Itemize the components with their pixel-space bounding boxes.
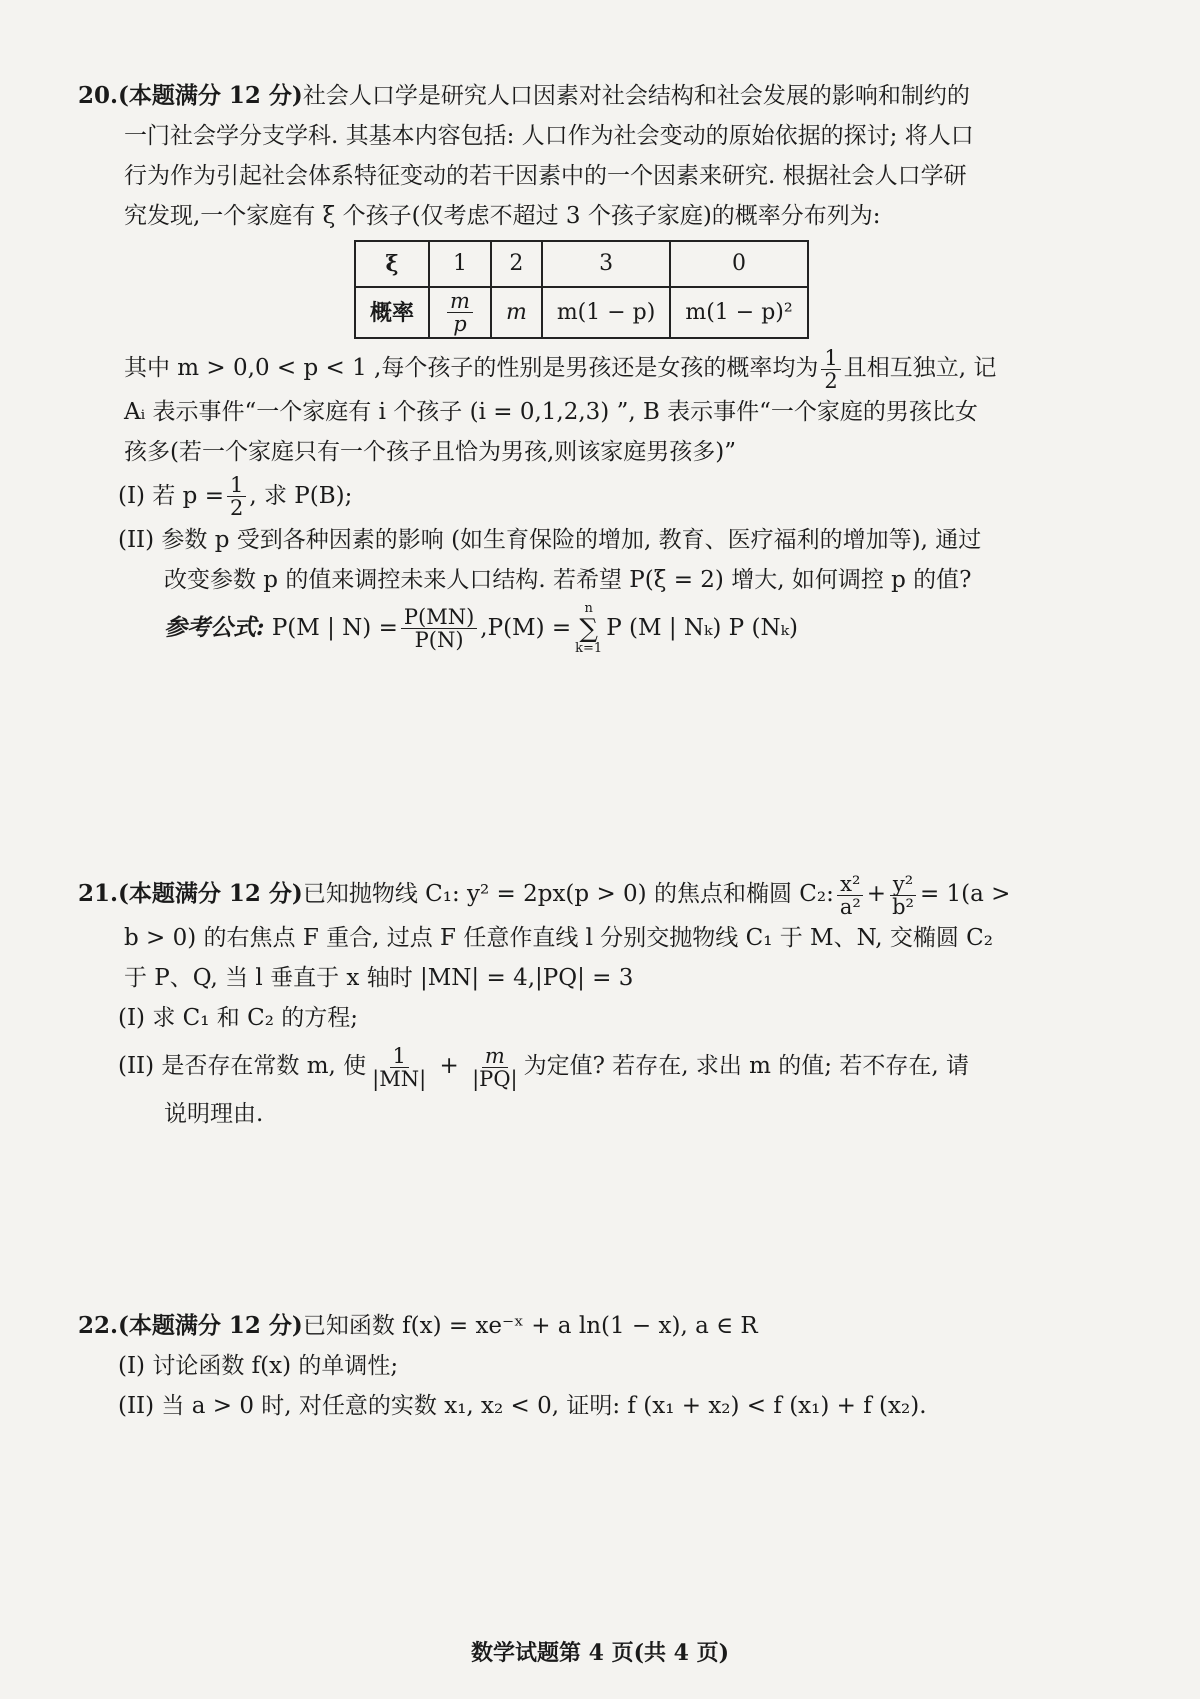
table-row <box>355 287 808 338</box>
xi-value: 1 <box>429 241 491 287</box>
problem-21-part-2-cont: 说明理由. <box>164 1101 264 1127</box>
problem-20-part-1: (I) 若 p = $\frac{1}{2}$ , 求 P(B); <box>118 473 353 520</box>
problem-22-number: 22. <box>78 1312 119 1339</box>
problem-21-line-3: 于 P、Q, 当 l 垂直于 x 轴时 |MN| = 4,|PQ| = 3 <box>124 965 634 991</box>
problem-20 <box>78 76 1078 656</box>
problem-20-line-3: 行为作为引起社会体系特征变动的若干因素中的一个因素来研究. 根据社会人口学研 <box>124 163 967 189</box>
summation-symbol: n ∑ k=1 <box>575 600 603 656</box>
problem-21-part-2: (II) 是否存在常数 m, 使 $\frac{1}{|MN|}$ + $\frac{m}{|PQ|}$ 为定值? 若存在, 求出 m 的值; 若不存在, 请 <box>118 1043 969 1091</box>
problem-20-line-2: 一门社会学分支学科. 其基本内容包括: 人口作为社会变动的原始依据的探讨; 将人口 <box>124 123 974 149</box>
fraction-one-half: $\frac{1}{2}$ <box>821 347 840 392</box>
problem-20-line-4: 究发现,一个家庭有 ξ 个孩子(仅考虑不超过 3 个孩子家庭)的概率分布列为: <box>124 203 881 229</box>
probability-header: 概率 <box>355 287 429 338</box>
probability-cell: m <box>491 287 542 338</box>
probability-cell: $\frac{m}{p}$ <box>429 287 491 338</box>
problem-22-part-2: (II) 当 a > 0 时, 对任意的实数 x₁, x₂ < 0, 证明: f (x₁ + x₂) < f (x₁) + f (x₂). <box>118 1393 927 1419</box>
problem-21-number: 21. <box>78 880 119 907</box>
probability-cell: m(1 − p)² <box>670 287 807 338</box>
problem-22-points: (本题满分 12 分) <box>118 1312 303 1339</box>
probability-cell: m(1 − p) <box>542 287 671 338</box>
distribution-table <box>354 240 809 339</box>
xi-value: 0 <box>670 241 807 287</box>
problem-20-line-1: 20.(本题满分 12 分)社会人口学是研究人口因素对社会结构和社会发展的影响和制约的 <box>78 82 970 109</box>
problem-20-points: (本题满分 12 分) <box>118 82 303 109</box>
problem-20-line-7: 孩多(若一个家庭只有一个孩子且恰为男孩,则该家庭男孩多)” <box>124 438 737 465</box>
problem-21-part-1: (I) 求 C₁ 和 C₂ 的方程; <box>118 1005 358 1031</box>
problem-20-part-2-cont: 改变参数 p 的值来调控未来人口结构. 若希望 P(ξ = 2) 增大, 如何调控 p 的值? <box>164 566 972 593</box>
xi-header: ξ <box>355 241 429 287</box>
xi-value: 3 <box>542 241 671 287</box>
problem-20-part-2: (II) 参数 p 受到各种因素的影响 (如生育保险的增加, 教育、医疗福利的增加等), 通过 <box>118 526 982 553</box>
problem-21-points: (本题满分 12 分) <box>118 880 303 907</box>
page-footer: 数学试题第 4 页(共 4 页) <box>470 1640 730 1666</box>
problem-20-number: 20. <box>78 82 119 109</box>
problem-21 <box>78 870 1078 1134</box>
problem-22-part-1: (I) 讨论函数 f(x) 的单调性; <box>118 1353 399 1379</box>
problem-21-line-2: b > 0) 的右焦点 F 重合, 过点 F 任意作直线 l 分别交抛物线 C₁ 于 M、N, 交椭圆 C₂ <box>124 925 994 951</box>
problem-21-line-1: 21.(本题满分 12 分)已知抛物线 C₁: y² = 2px(p > 0) 的焦点和椭圆 C₂: $\frac{\text{x²}}{\text{a²}}$ + $\frac{\text{y²}}{\text{b²}}$ = 1(a > <box>78 871 1011 919</box>
problem-22-line-1: 22.(本题满分 12 分)已知函数 f(x) = xe⁻ˣ + a ln(1 − x), a ∈ R <box>78 1312 758 1339</box>
reference-formula: 参考公式: P(M | N) = $\frac{P(MN)}{P(N)}$ ,P(M) = n ∑ k=1 P (M | Nₖ) P (Nₖ) <box>164 600 798 656</box>
problem-20-line-6: Aᵢ 表示事件“一个家庭有 i 个孩子 (i = 0,1,2,3) ”, B 表示事件“一个家庭的男孩比女 <box>124 398 978 425</box>
xi-value: 2 <box>491 241 542 287</box>
problem-20-line-5: 其中 m > 0,0 < p < 1 ,每个孩子的性别是男孩还是女孩的概率均为 $\frac{1}{2}$ 且相互独立, 记 <box>124 345 997 393</box>
problem-22 <box>78 1306 1078 1426</box>
table-row <box>355 241 808 287</box>
